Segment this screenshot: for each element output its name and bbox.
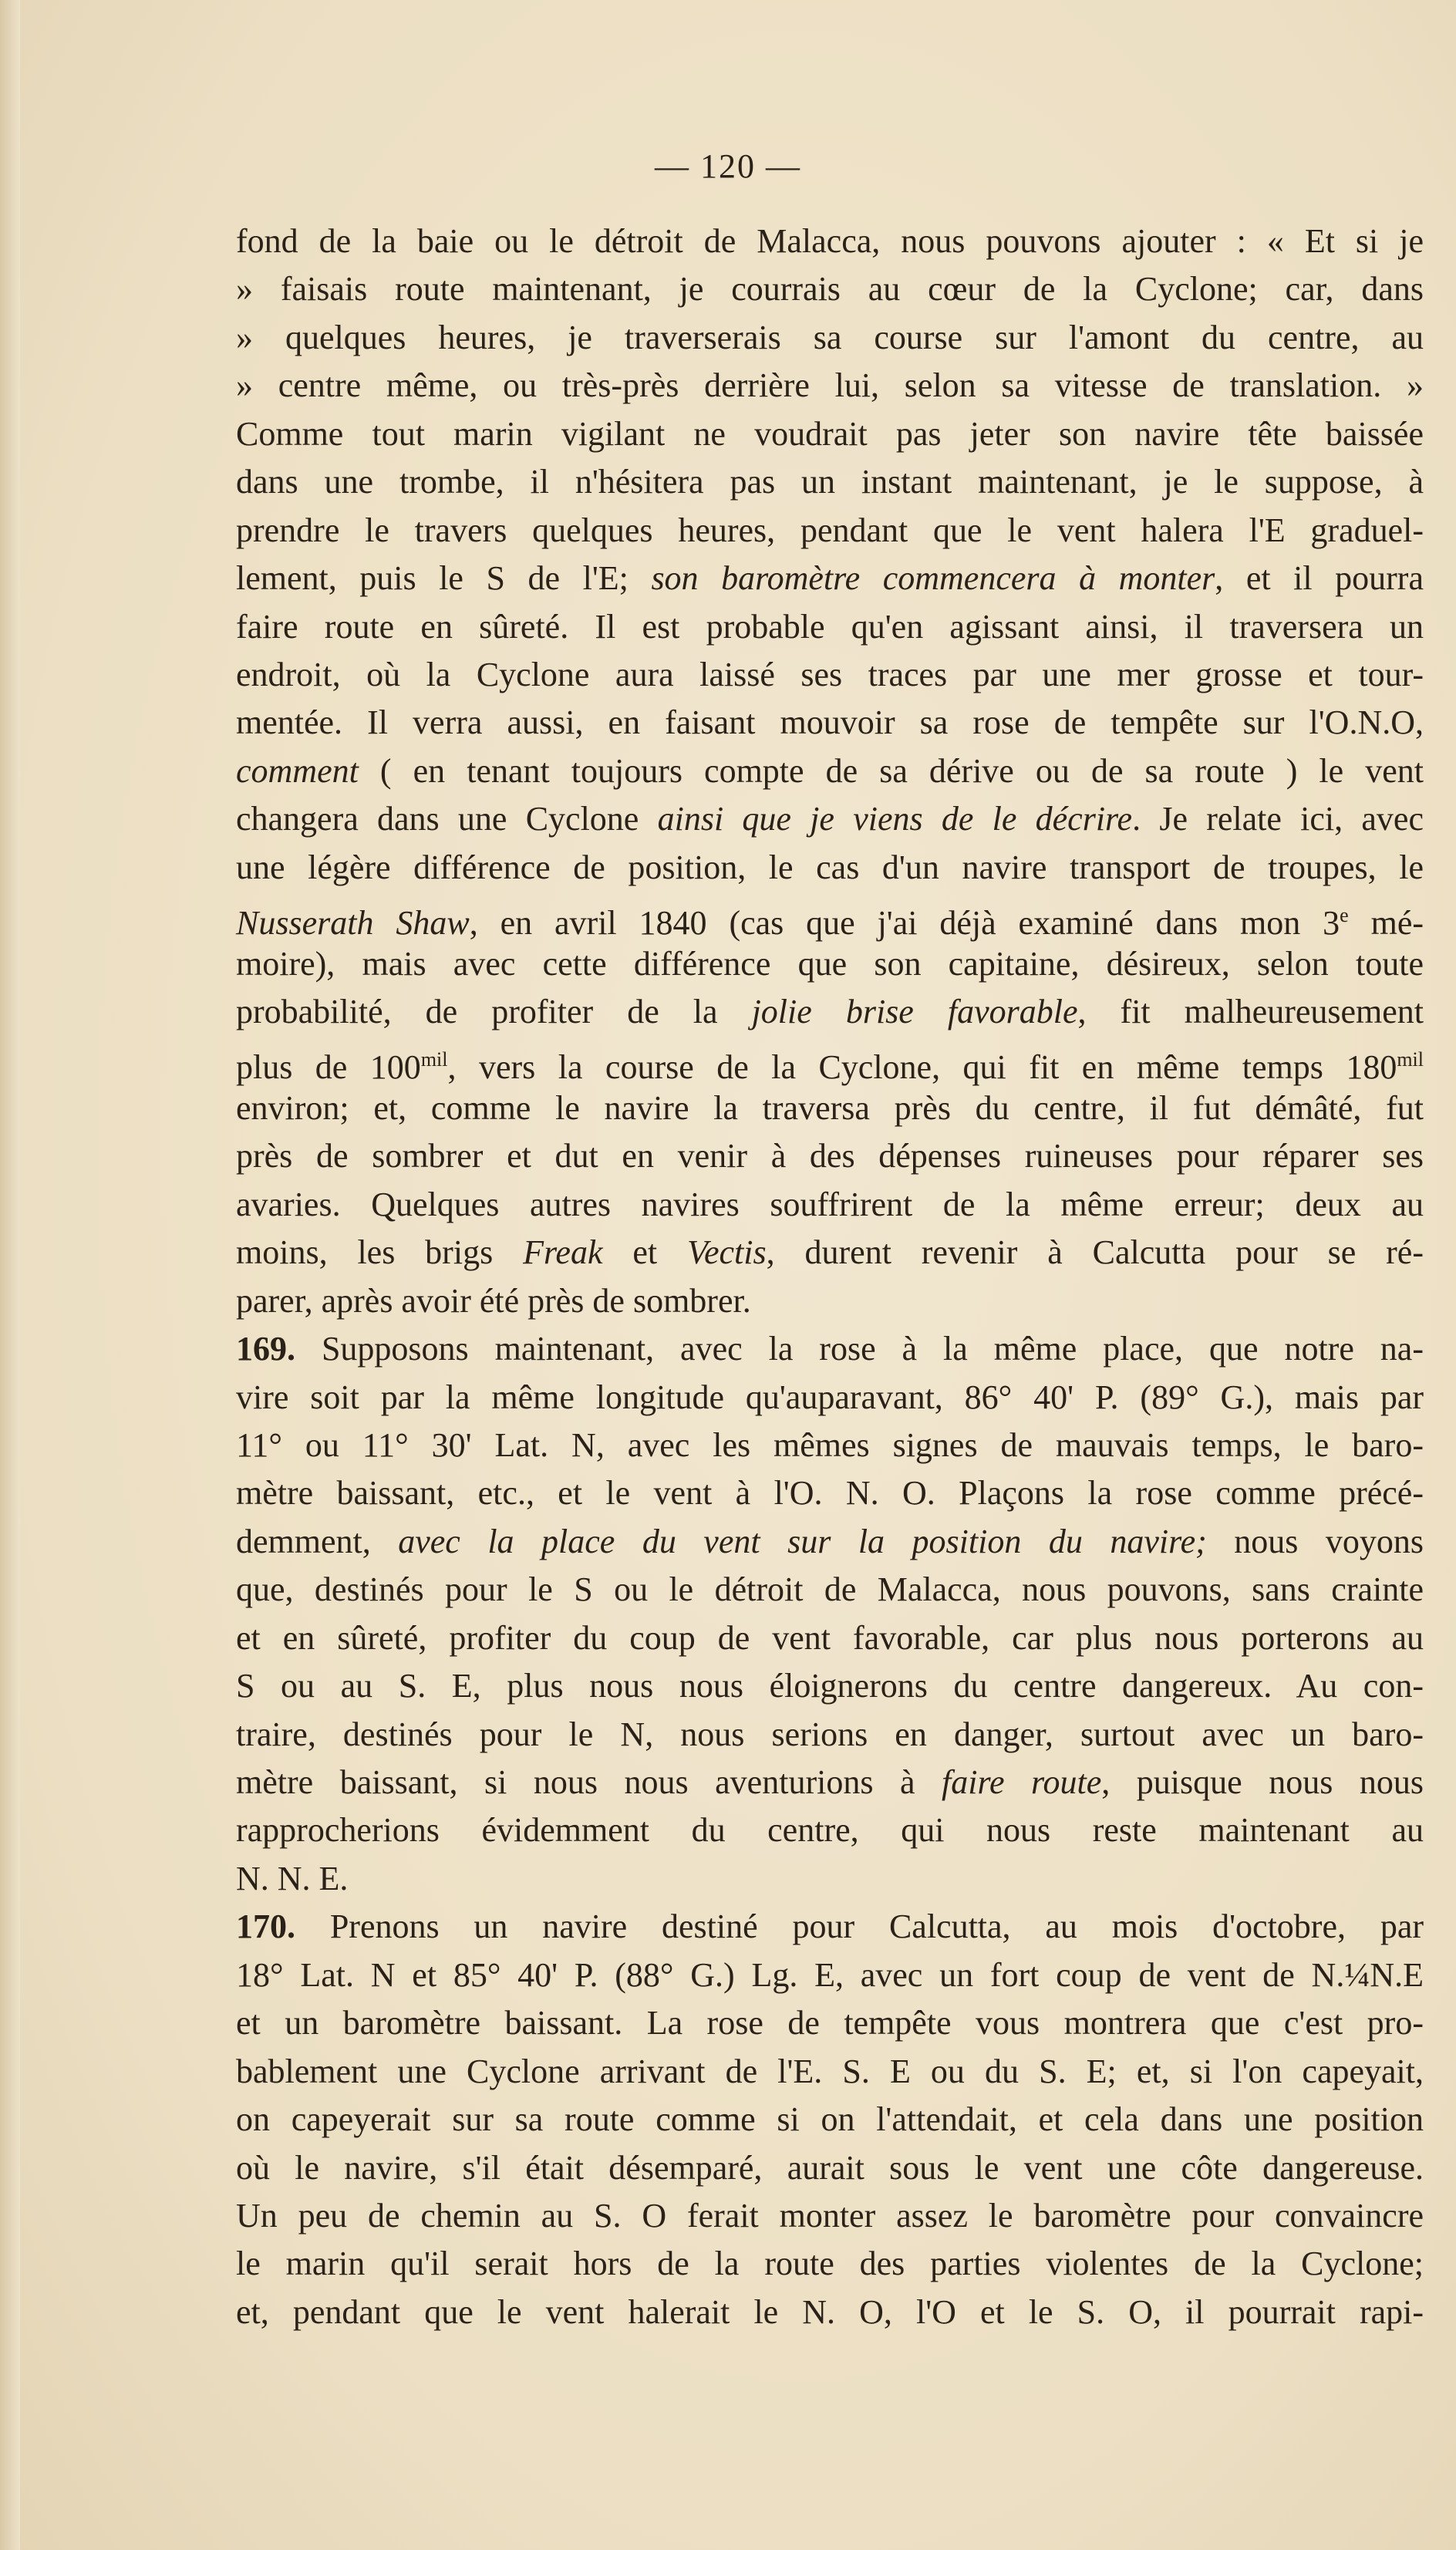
text-span: changera dans une Cyclone [236,800,658,838]
text-line [236,1518,1424,1566]
text-span: que, destinés pour le S ou le détroit de Malacca, nous pouvons, sans crainte [236,1570,1424,1609]
text-line [236,940,1424,988]
text-span: 11° ou 11° 30' Lat. N, avec les mêmes signes de mauvais temps, le baro- [236,1425,1424,1464]
text-span: dans une trombe, il n'hésitera pas un instant maintenant, je le suppose, à [236,463,1424,501]
text-span: parer, après avoir été près de sombrer. [236,1281,751,1320]
text-span: plus de 100 [236,1048,421,1087]
superscript: mil [420,1048,448,1071]
text-line [236,314,1424,362]
text-span: rapprocherions évidemment du centre, qui nous reste maintenant au [236,1811,1424,1850]
text-line [236,1132,1424,1180]
text-line [236,1374,1424,1422]
text-span: fond de la baie ou le détroit de Malacca, nous pouvons ajouter : « Et si je [236,222,1424,260]
text-line [236,1662,1424,1710]
text-span: près de sombrer et dut en venir à des dépenses ruineuses pour réparer ses [236,1137,1424,1175]
text-span: , en avril 1840 (cas que j'ai déjà examiné dans mon 3 [469,904,1340,943]
text-line [236,1759,1424,1806]
text-span: bablement une Cyclone arrivant de l'E. S. E ou du S. E; et, si l'on capeyait, [236,2052,1424,2090]
text-span: une légère différence de position, le cas d'un navire transport de troupes, le [236,848,1424,886]
text-line [236,362,1424,410]
text-line [236,410,1424,458]
text-span: on capeyerait sur sa route comme si on l'attendait, et cela dans une position [236,2100,1424,2139]
text-span: , fit malheureusement [1077,993,1424,1030]
text-span: probabilité, de profiter de la [236,993,752,1030]
italic-text: avec la place du vent sur la position du navire; [398,1522,1207,1560]
text-span: ( en tenant toujours compte de sa dérive ou de sa route ) le vent [358,751,1424,790]
text-line [236,747,1424,795]
text-line [236,2192,1424,2240]
text-line [236,1614,1424,1662]
text-line [236,1469,1424,1517]
text-span: , puisque nous nous [1101,1763,1424,1801]
text-span: et [602,1233,687,1272]
paragraph-number: 170. [236,1907,295,1946]
italic-text: faire route [942,1763,1102,1801]
text-span: et un baromètre baissant. La rose de tempête vous montrera que c'est pro- [236,2004,1424,2042]
text-line [236,555,1424,602]
text-span: moins, les brigs [236,1233,524,1272]
text-line [236,1084,1424,1132]
text-line [236,2240,1424,2288]
text-line [236,1422,1424,1469]
text-span: demment, [236,1522,399,1560]
text-line [236,1036,1424,1087]
superscript: e [1340,904,1349,927]
text-span: 18° Lat. N et 85° 40' P. (88° G.) Lg. E, avec un fort coup de vent de N.¼N.E [236,1955,1424,1994]
text-span: Prenons un navire destiné pour Calcutta, au mois d'octobre, par [295,1907,1424,1946]
text-line [236,2048,1424,2096]
text-span: . Je relate ici, avec [1132,800,1424,838]
text-span: N. N. E. [236,1859,349,1897]
text-line [236,651,1424,699]
italic-text: comment [236,751,359,790]
text-line [236,1229,1424,1277]
body-text [236,218,1424,2336]
text-line [236,1711,1424,1759]
text-span: mé- [1348,904,1424,943]
page-spine-shadow [0,0,20,2550]
text-line [236,844,1424,892]
text-span: avaries. Quelques autres navires souffrirent de la même erreur; deux au [236,1185,1424,1223]
text-line [236,1951,1424,1999]
italic-text: son baromètre commencera à monter [651,559,1215,598]
text-span: environ; et, comme le navire la traversa près du centre, il fut démâté, fut [236,1088,1424,1127]
text-span: mentée. Il verra aussi, en faisant mouvoir sa rose de tempête sur l'O.N.O, [236,703,1424,742]
text-span: prendre le travers quelques heures, pendant que le vent halera l'E graduel- [236,511,1424,549]
text-span: Supposons maintenant, avec la rose à la même place, que notre na- [295,1330,1424,1368]
page-number: — 120 — [655,147,801,185]
text-line [236,1855,1424,1903]
text-span: , et il pourra [1215,559,1424,598]
text-span: et en sûreté, profiter du coup de vent favorable, car plus nous porterons au [236,1618,1424,1657]
italic-text: ainsi que je viens de le décrire [657,800,1133,838]
text-line [236,2289,1424,2336]
text-line [236,507,1424,555]
text-line [236,1181,1424,1229]
text-span: » faisais route maintenant, je courrais au cœur de la Cyclone; car, dans [236,270,1424,309]
text-line [236,603,1424,651]
text-span: Un peu de chemin au S. O ferait monter assez le baromètre pour convaincre [236,2196,1424,2235]
text-line [236,2144,1424,2192]
superscript: mil [1397,1048,1424,1071]
text-span: et, pendant que le vent halerait le N. O, l'O et le S. O, il pourrait rapi- [236,2292,1424,2331]
text-span: » centre même, ou très-près derrière lui, selon sa vitesse de translation. » [236,366,1424,405]
text-line [236,892,1424,943]
text-span: S ou au S. E, plus nous nous éloignerons du centre dangereux. Au con- [236,1667,1424,1705]
text-line [236,265,1424,313]
text-span: où le navire, s'il était désemparé, aurait sous le vent une côte dangereuse. [236,2148,1424,2187]
text-line [236,1903,1424,1951]
text-line [236,458,1424,506]
text-line [236,1806,1424,1854]
text-span: mètre baissant, si nous nous aventurions à [236,1763,942,1801]
text-span: moire), mais avec cette différence que son capitaine, désireux, selon toute [236,944,1424,983]
text-line [236,1999,1424,2047]
text-line [236,795,1424,843]
text-line [236,699,1424,747]
italic-text: Freak [523,1233,603,1272]
text-span: traire, destinés pour le N, nous serions en danger, surtout avec un baro- [236,1715,1424,1753]
text-span: le marin qu'il serait hors de la route des parties violentes de la Cyclone; [236,2245,1424,2283]
text-line [236,218,1424,265]
text-span: lement, puis le S de l'E; [236,559,652,598]
italic-text: jolie brise favorable [751,993,1078,1030]
text-span: endroit, où la Cyclone aura laissé ses traces par une mer grosse et tour- [236,655,1424,693]
text-span: faire route en sûreté. Il est probable qu'en agissant ainsi, il traversera un [236,607,1424,646]
text-span: , vers la course de la Cyclone, qui fit en même temps 180 [447,1048,1397,1087]
text-line [236,1325,1424,1373]
text-line [236,988,1424,1036]
text-span: mètre baissant, etc., et le vent à l'O. N. O. Plaçons la rose comme précé- [236,1474,1424,1513]
text-span: » quelques heures, je traverserais sa course sur l'amont du centre, au [236,318,1424,356]
text-line [236,1566,1424,1614]
italic-text: Nusserath Shaw [236,904,470,943]
text-line [236,2096,1424,2144]
text-span: Comme tout marin vigilant ne voudrait pas jeter son navire tête baissée [236,414,1424,453]
text-span: vire soit par la même longitude qu'auparavant, 86° 40' P. (89° G.), mais par [236,1378,1424,1416]
paragraph-number: 169. [236,1330,295,1368]
text-line [236,1277,1424,1325]
text-span: nous voyons [1206,1522,1424,1560]
text-span: , durent revenir à Calcutta pour se ré- [766,1233,1424,1272]
italic-text: Vectis [687,1233,767,1272]
